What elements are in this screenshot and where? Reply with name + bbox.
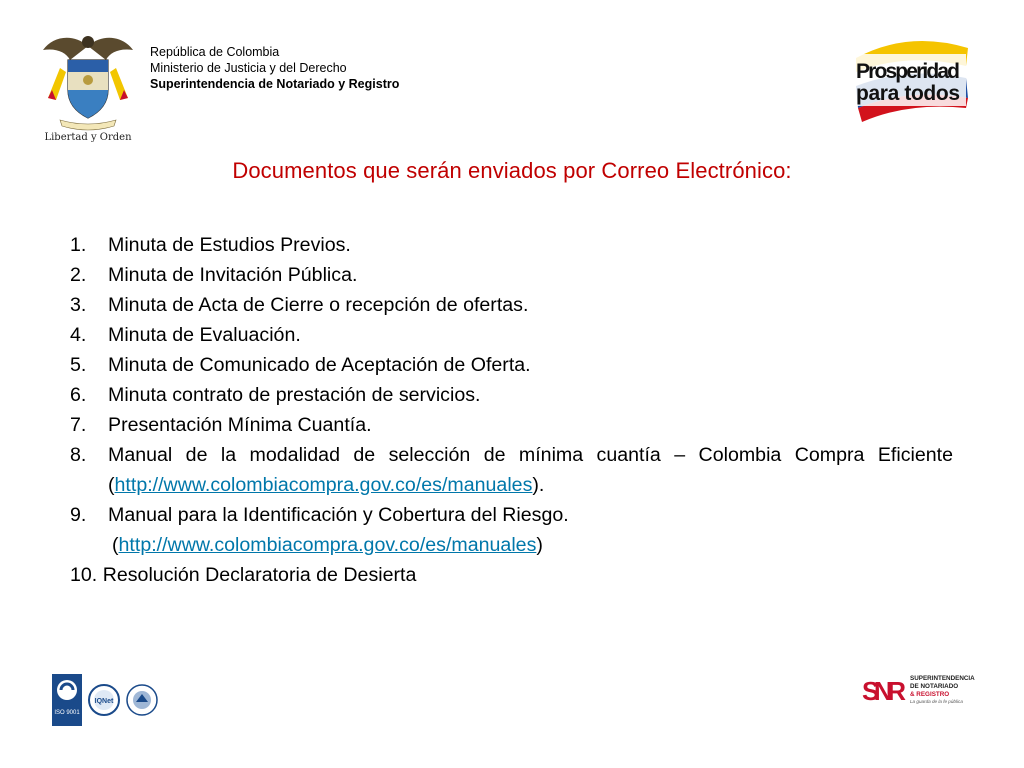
svg-text:SUPERINTENDENCIA: SUPERINTENDENCIA [910, 675, 975, 682]
iso-9001-badge [52, 674, 82, 726]
item-number: 5. [70, 354, 87, 376]
seal-badge [127, 685, 157, 715]
item-number: 2. [70, 264, 87, 286]
item-number: 10. [70, 564, 98, 586]
list-item [70, 320, 953, 350]
item-number: 9. [70, 504, 87, 526]
item-text: Resolución Declaratoria de Desierta [102, 564, 417, 586]
item-number: 1. [70, 234, 87, 256]
item-text-suffix: ). [532, 474, 545, 496]
svg-text:Libertad y Orden: Libertad y Orden [44, 132, 132, 143]
item-text: Minuta de Comunicado de Aceptación de Oferta. [108, 354, 531, 376]
item-text: Manual de la modalidad de selección de mínima cuantía – Colombia Compra Eficiente ( [108, 444, 953, 496]
item-text: Minuta de Invitación Pública. [108, 264, 358, 286]
item-number: 7. [70, 414, 87, 436]
list-item [70, 230, 953, 260]
list-item [70, 290, 953, 320]
institution-header [150, 44, 399, 92]
item-link-line: (http://www.colombiacompra.gov.co/es/manuales) [112, 534, 543, 556]
certification-logos [50, 670, 165, 735]
header-line-superintendence: Superintendencia de Notariado y Registro [150, 77, 400, 91]
logo-text-para-todos: para todos [856, 82, 960, 105]
item-text: Minuta contrato de prestación de servicios. [108, 384, 481, 406]
colombia-coat-of-arms-logo [38, 28, 138, 143]
item-number: 8. [70, 444, 87, 466]
item-number: 6. [70, 384, 87, 406]
list-item [70, 260, 953, 290]
list-item [70, 410, 953, 440]
item-number: 4. [70, 324, 87, 346]
item-text: Presentación Mínima Cuantía. [108, 414, 372, 436]
prosperidad-para-todos-logo [848, 36, 973, 128]
list-item [70, 440, 953, 500]
item-number: 3. [70, 294, 87, 316]
list-item [70, 560, 953, 590]
document-list [70, 230, 953, 590]
header-line-republic: República de Colombia [150, 45, 280, 59]
iqnet-badge [89, 685, 119, 715]
item-text: Minuta de Estudios Previos. [108, 234, 351, 256]
svg-text:IQNet: IQNet [94, 698, 114, 705]
list-item [70, 500, 953, 560]
svg-text:ISO 9001: ISO 9001 [54, 710, 80, 716]
list-item [70, 350, 953, 380]
snr-acronym: SNR [862, 676, 906, 706]
item-text: Manual para la Identificación y Cobertura del Riesgo. [108, 504, 569, 526]
manuales-link[interactable]: http://www.colombiacompra.gov.co/es/manuales [118, 534, 537, 556]
svg-text:& REGISTRO: & REGISTRO [910, 691, 950, 698]
item-text: Minuta de Evaluación. [108, 324, 301, 346]
item-text: Minuta de Acta de Cierre o recepción de ofertas. [108, 294, 529, 316]
svg-text:DE NOTARIADO: DE NOTARIADO [910, 683, 959, 690]
header-line-ministry: Ministerio de Justicia y del Derecho [150, 61, 347, 75]
slide-title: Documentos que serán enviados por Correo Electrónico: [232, 158, 792, 183]
snr-logo [862, 670, 977, 718]
manuales-link[interactable]: http://www.colombiacompra.gov.co/es/manuales [114, 474, 533, 496]
logo-text-prosperidad: Prosperidad [856, 60, 960, 83]
list-item [70, 380, 953, 410]
svg-text:La guarda de la fe pública: La guarda de la fe pública [910, 699, 963, 704]
